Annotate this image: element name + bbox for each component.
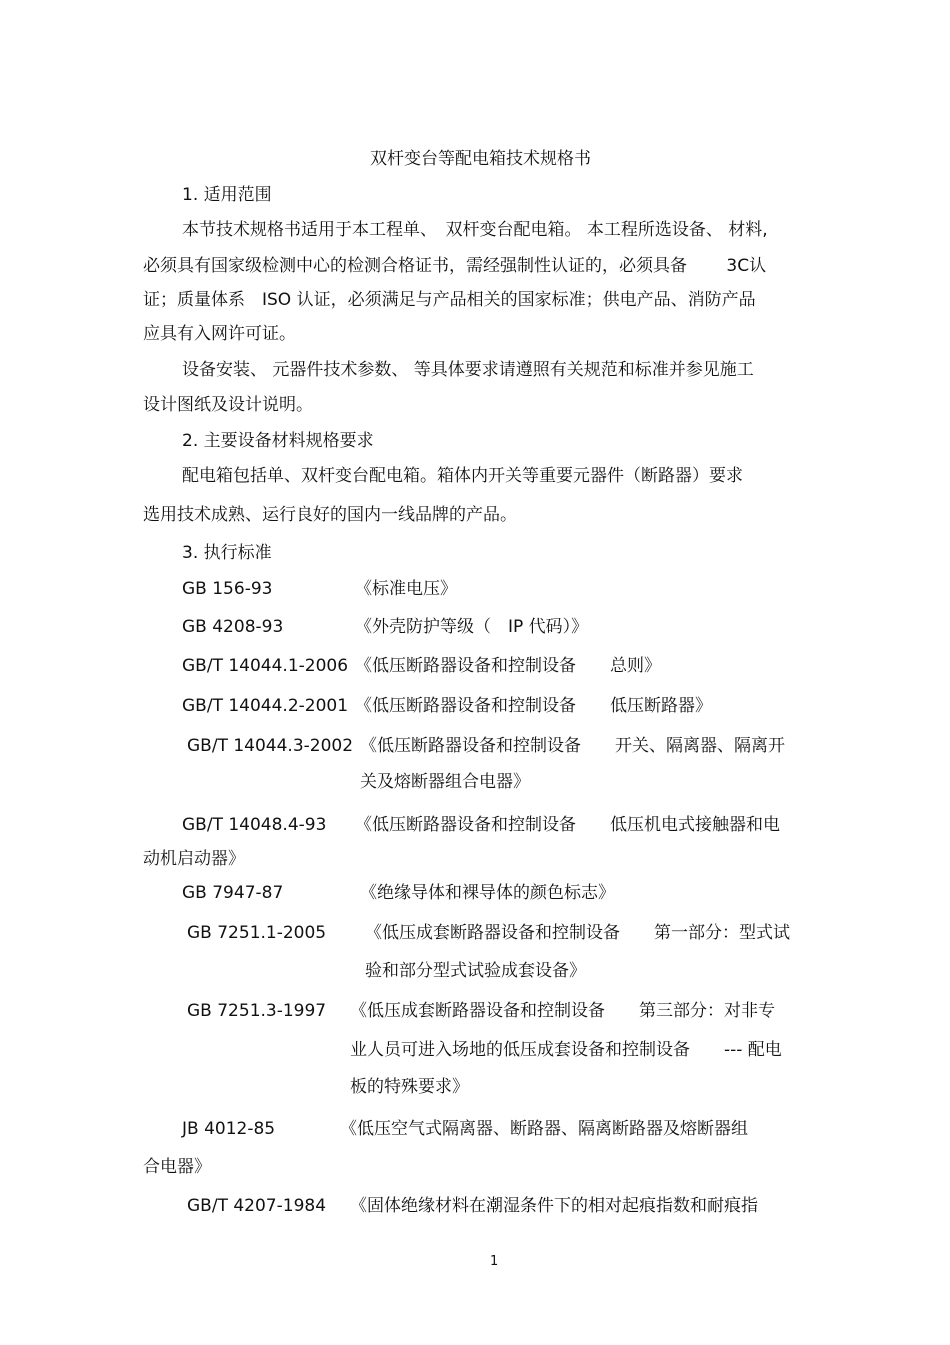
section-1-paragraph-2-line-2: 设计图纸及设计说明。 [143, 395, 313, 415]
standard-name-continuation: 验和部分型式试验成套设备》 [365, 961, 586, 981]
standard-code: GB 7251.1-2005 [187, 923, 327, 943]
standard-name-continuation: 业人员可进入场地的低压成套设备和控制设备 --- 配电 [350, 1040, 782, 1060]
section-1-paragraph-1-line-4: 应具有入网许可证。 [143, 324, 296, 344]
section-2-paragraph-line-2: 选用技术成熟、运行良好的国内一线品牌的产品。 [143, 505, 517, 525]
standard-name-continuation: 板的特殊要求》 [350, 1077, 469, 1097]
standard-code: GB 7251.3-1997 [187, 1001, 327, 1021]
standard-name: 《低压断路器设备和控制设备 总则》 [355, 656, 661, 676]
section-2-heading: 2. 主要设备材料规格要求 [182, 431, 374, 451]
standard-code: GB/T 4207-1984 [187, 1196, 327, 1216]
standard-code: GB/T 14044.3-2002 [187, 736, 354, 756]
standard-name: 《外壳防护等级（ IP 代码）》 [355, 617, 589, 637]
section-1-heading: 1. 适用范围 [182, 185, 272, 205]
section-2-paragraph-line-1: 配电箱包括单、双杆变台配电箱。箱体内开关等重要元器件（断路器）要求 [182, 466, 743, 486]
standard-name: 《低压成套断路器设备和控制设备 第三部分：对非专 [350, 1001, 775, 1021]
standard-name-continuation: 动机启动器》 [143, 849, 245, 869]
standard-name: 《低压断路器设备和控制设备 低压机电式接触器和电 [355, 815, 780, 835]
standard-name-continuation: 合电器》 [143, 1157, 211, 1177]
standard-name: 《标准电压》 [355, 579, 457, 599]
standard-code: GB/T 14044.1-2006 [182, 656, 349, 676]
standard-code: GB 4208-93 [182, 617, 284, 637]
standard-name: 《低压断路器设备和控制设备 低压断路器》 [355, 696, 712, 716]
standard-name: 《低压空气式隔离器、断路器、隔离断路器及熔断器组 [340, 1119, 748, 1139]
standard-name: 《绝缘导体和裸导体的颜色标志》 [360, 883, 615, 903]
section-3-heading: 3. 执行标准 [182, 543, 272, 563]
section-1-paragraph-1-line-3: 证；质量体系 ISO 认证，必须满足与产品相关的国家标准；供电产品、消防产品 [143, 290, 756, 310]
page-number: 1 [490, 1254, 499, 1269]
standard-code: GB 7947-87 [182, 883, 284, 903]
document-title: 双杆变台等配电箱技术规格书 [370, 149, 591, 169]
standard-name: 《低压断路器设备和控制设备 开关、隔离器、隔离开 [360, 736, 785, 756]
standard-code: GB 156-93 [182, 579, 273, 599]
standard-name-continuation: 关及熔断器组合电器》 [360, 772, 530, 792]
standard-name: 《低压成套断路器设备和控制设备 第一部分：型式试 [365, 923, 790, 943]
standard-code: GB/T 14048.4-93 [182, 815, 327, 835]
standard-code: JB 4012-85 [182, 1119, 276, 1139]
standard-name: 《固体绝缘材料在潮湿条件下的相对起痕指数和耐痕指 [350, 1196, 758, 1216]
section-1-paragraph-2-line-1: 设备安装、 元器件技术参数、 等具体要求请遵照有关规范和标准并参见施工 [182, 360, 754, 380]
standard-code: GB/T 14044.2-2001 [182, 696, 349, 716]
section-1-paragraph-1-line-2: 必须具有国家级检测中心的检测合格证书，需经强制性认证的，必须具备 3C认 [143, 256, 767, 276]
section-1-paragraph-1-line-1: 本节技术规格书适用于本工程单、 双杆变台配电箱。 本工程所选设备、 材料, [182, 220, 768, 240]
